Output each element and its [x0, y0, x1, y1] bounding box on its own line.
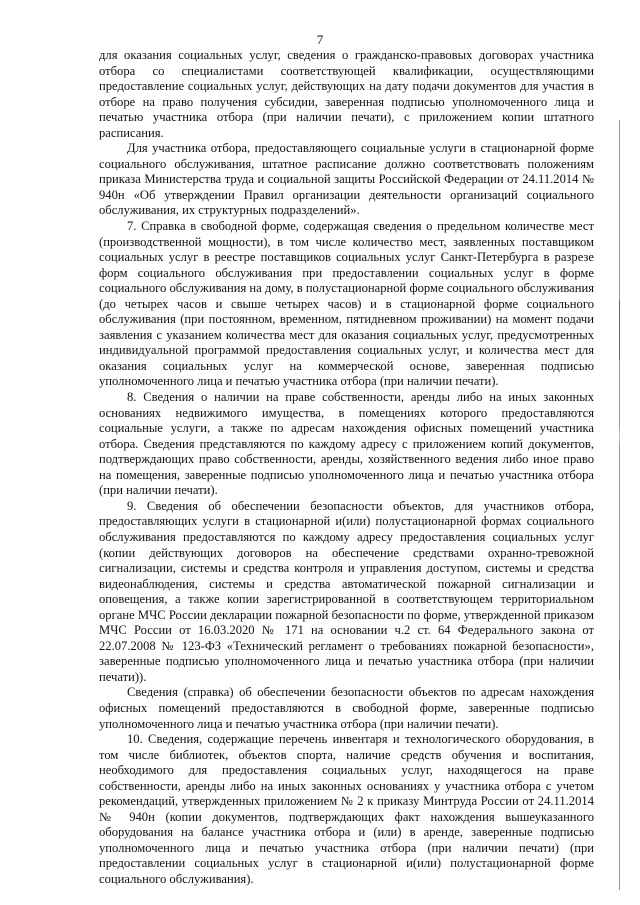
- paragraph-item-7: 7. Справка в свободной форме, содержащая сведения о предельном количестве мест (производственной мощности), в том числе количество мест, заявленных поставщиком социальных услуг в реестре поставщиков социальных услуг Санкт-Петербурга в разрезе форм социального обслуживания при предоставлении социальных услуг в форме социального обслуживания на дому, в полустационарной форме социального обслуживания (до четырех часов и свыше четырех часов) и в стационарной форме социального обслуживания (при постоянном, временном, пятидневном проживании) на момент подачи заявления с указанием количества мест для оказания социальных услуг, предусмотренных индивидуальной программой предоставления социальных услуг, и количества мест для оказания социальных услуг на коммерческой основе, заверенная подписью уполномоченного лица и печатью участника отбора (при наличии печати).: [99, 219, 594, 389]
- paragraph-item-9: 9. Сведения об обеспечении безопасности объектов, для участников отбора, предоставляющих услуги в стационарной и(или) полустационарной формах социального обслуживания предоставляются по каждому адресу предоставления социальных услуг (копии действующих договоров на обеспечение средствами охранно-тревожной сигнализации, системы и средства контроля и управления доступом, системы и средства видеонаблюдения, системы и средства автоматической пожарной сигнализации и оповещения, а также копии зарегистрированной в соответствующем территориальном органе МЧС России декларации пожарной безопасности по форме, утвержденной приказом МЧС России от 16.03.2020 № 171 на основании ч.2 ст. 64 Федерального закона от 22.07.2008 № 123-ФЗ «Технический регламент о требованиях пожарной безопасности», заверенные подписью уполномоченного лица и печатью участника отбора (при наличии печати)).: [99, 498, 594, 684]
- paragraph-item-10: 10. Сведения, содержащие перечень инвентаря и технологического оборудования, в том числе библиотек, объектов спорта, наличие средств обучения и воспитания, необходимого для предоставления социальных услуг, находящегося на праве собственности, аренды либо на иных законных основаниях у участника отбора с учетом рекомендаций, утвержденных приложением № 2 к приказу Минтруда России от 24.11.2014 № 940н (копии документов, подтверждающих факт нахождения вышеуказанного оборудования на балансе участника отбора и (или) в аренде, заверенные подписью уполномоченного лица и печатью участника отбора (при наличии печати) (при предоставлении социальных услуг в стационарной и(или) полустационарной форме социального обслуживания).: [99, 732, 594, 886]
- paragraph-item-8: 8. Сведения о наличии на праве собственности, аренды либо на иных законных основаниях недвижимого имущества, в помещениях которого предоставляются социальные услуги, а также по адресам нахождения офисных помещений участника отбора. Сведения представляются по каждому адресу с приложением копий документов, подтверждающих право собственности, аренды, хозяйственного ведения либо иное право на помещения, заверенные подписью уполномоченного лица и печатью участника отбора (при наличии печати).: [99, 390, 594, 498]
- page-number: 7: [316, 32, 324, 47]
- paragraph-continuation: для оказания социальных услуг, сведения о гражданско-правовых договорах участника отбора со специалистами соответствующей квалификации, осуществляющими предоставление социальных услуг, действующих на дату подачи документов для участия в отборе на право получения субсидии, заверенная подписью уполномоченного лица и печатью участника отбора (при наличии печати), с приложением копии штатного расписания.: [99, 48, 594, 140]
- scan-edge-mark: [619, 640, 620, 680]
- paragraph-office-security: Сведения (справка) об обеспечении безопасности объектов по адресам нахождения офисных помещений предоставляются в свободной форме, заверенные подписью уполномоченного лица и печатью участника отбора (при наличии печати).: [99, 685, 594, 731]
- paragraph-staffing-requirements: Для участника отбора, предоставляющего социальные услуги в стационарной форме социального обслуживания, штатное расписание должно соответствовать положениям приказа Министерства труда и социальной защиты Российской Федерации от 24.11.2014 № 940н «Об утверждении Правил организации деятельности организаций социального обслуживания, их структурных подразделений».: [99, 141, 594, 218]
- document-body: [99, 48, 594, 888]
- scan-edge-line: [619, 120, 620, 890]
- scan-edge-mark: [619, 300, 620, 360]
